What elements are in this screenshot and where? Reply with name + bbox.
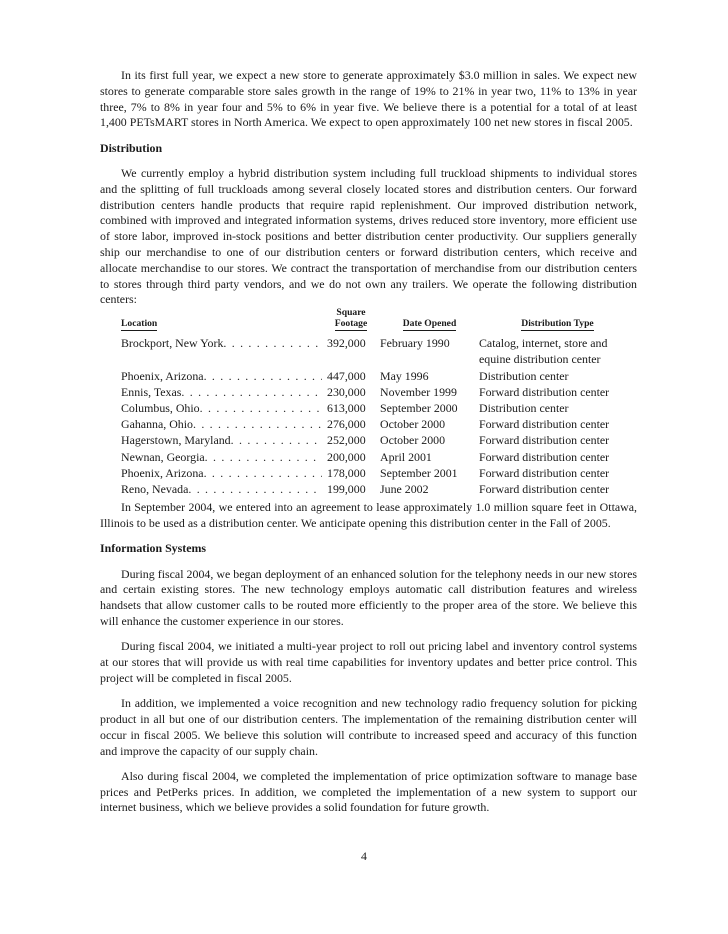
footage-cell: 199,000 <box>327 481 366 496</box>
footage-cell: 178,000 <box>327 465 366 480</box>
footage-cell: 447,000 <box>327 368 366 383</box>
location-cell: Gahanna, Ohio <box>121 417 193 432</box>
location-cell: Phoenix, Arizona <box>121 465 204 480</box>
table-row <box>121 368 636 384</box>
date-cell: September 2000 <box>380 400 458 415</box>
type-cell: Distribution center <box>479 368 569 383</box>
date-cell: September 2001 <box>380 465 458 480</box>
footage-cell: 613,000 <box>327 400 366 415</box>
location-cell: Hagerstown, Maryland <box>121 433 231 448</box>
header-footage: Footage <box>335 319 368 332</box>
date-cell: November 1999 <box>380 384 457 399</box>
ottawa-paragraph: In September 2004, we entered into an agreement to lease approximately 1.0 million square feet in Ottawa, Illinois to be used as a distribution center. We anticipate opening this distribution center in the Fall of 2005. <box>100 500 637 530</box>
footage-cell: 200,000 <box>327 449 366 464</box>
location-cell: Newnan, Georgia <box>121 449 205 464</box>
intro-paragraph: In its first full year, we expect a new store to generate approximately $3.0 million in sales. We expect new stores to generate comparable store sales growth in the range of 19% to 21% in year two, 11% to 13% in year three, 7% to 8% in year four and 5% to 6% in year five. We believe there is a potential for a total of at least 1,400 PETsMART stores in North America. We expect to open approximately 100 net new stores in fiscal 2005. <box>100 68 637 130</box>
location-cell: Ennis, Texas <box>121 384 182 399</box>
type-cell: Forward distribution center <box>479 449 610 464</box>
price-optimization-paragraph: Also during fiscal 2004, we completed the implementation of price optimization software to manage base prices and PetPerks prices. In addition, we completed the implementation of a new system to support our internet business, which we believe provides a solid foundation for future growth. <box>100 768 637 815</box>
table-row <box>121 481 636 497</box>
date-cell: June 2002 <box>380 481 429 496</box>
table-row <box>121 384 636 400</box>
date-cell: October 2000 <box>380 433 446 448</box>
type-cell: Forward distribution center <box>479 417 610 432</box>
footage-cell: 252,000 <box>327 433 366 448</box>
table-row <box>121 465 636 481</box>
table-row <box>121 335 636 367</box>
distribution-heading: Distribution <box>100 140 163 155</box>
footage-cell: 230,000 <box>327 384 366 399</box>
type-cell: Catalog, internet, store and equine distribution center <box>479 336 608 367</box>
table-row <box>121 432 636 448</box>
location-cell: Phoenix, Arizona <box>121 368 204 383</box>
date-cell: April 2001 <box>380 449 432 464</box>
location-cell: Columbus, Ohio <box>121 400 200 415</box>
location-cell: Reno, Nevada <box>121 481 189 496</box>
voice-recognition-paragraph: In addition, we implemented a voice recognition and new technology radio frequency solution for picking product in all but one of our distribution centers. The implementation of the remaining distribution center will occur in fiscal 2005. We believe this solution will contribute to increased speed and accuracy of this function and improve the capacity of our supply chain. <box>100 696 637 758</box>
header-location: Location <box>121 319 157 332</box>
header-square: Square <box>336 307 366 319</box>
header-date-opened: Date Opened <box>403 319 457 332</box>
date-cell: October 2000 <box>380 417 446 432</box>
pricing-label-paragraph: During fiscal 2004, we initiated a multi-year project to roll out pricing label and inventory control systems at our stores that will provide us with real time capabilities for inventory updates and better price control. This project will be completed in fiscal 2005. <box>100 639 637 685</box>
footage-cell: 276,000 <box>327 417 366 432</box>
location-cell: Brockport, New York <box>121 336 224 351</box>
footage-cell: 392,000 <box>327 336 366 351</box>
type-cell: Forward distribution center <box>479 433 610 448</box>
telephony-paragraph: During fiscal 2004, we began deployment of an enhanced solution for the telephony needs in our new stores and certain existing stores. The new technology employs automatic call distribution features and wireless handsets that allow customer calls to be routed more efficiently to the proper area of the store. We believe this will enhance the customer experience in our stores. <box>100 566 637 628</box>
date-cell: May 1996 <box>380 368 429 383</box>
table-row <box>121 449 636 465</box>
distribution-paragraph: We currently employ a hybrid distribution system including full truckload shipments to individual stores and the splitting of full truckloads among several closely located stores and distribution centers. Our forward distribution centers handle products that require rapid replenishment. Our improved distribution network, combined with improved and integrated information systems, drives reduced store inventory, more efficient use of store labor, improved in-stock positions and better distribution center productivity. Our suppliers generally ship our merchandise to one of our distribution centers or forward distribution centers, which receive and allocate merchandise to our stores. We contract the transportation of merchandise from our distribution centers to stores through third party vendors, and we do not own any trailers. We operate the following distribution centers: <box>100 165 637 307</box>
type-cell: Distribution center <box>479 400 569 415</box>
table-header-row <box>121 308 636 335</box>
date-cell: February 1990 <box>380 336 450 351</box>
table-row <box>121 416 636 432</box>
distribution-centers-table <box>121 308 636 497</box>
header-distribution-type: Distribution Type <box>521 319 593 332</box>
type-cell: Forward distribution center <box>479 465 610 480</box>
table-row <box>121 400 636 416</box>
type-cell: Forward distribution center <box>479 384 610 399</box>
page-number: 4 <box>361 849 367 863</box>
type-cell: Forward distribution center <box>479 481 610 496</box>
information-systems-heading: Information Systems <box>100 541 207 556</box>
